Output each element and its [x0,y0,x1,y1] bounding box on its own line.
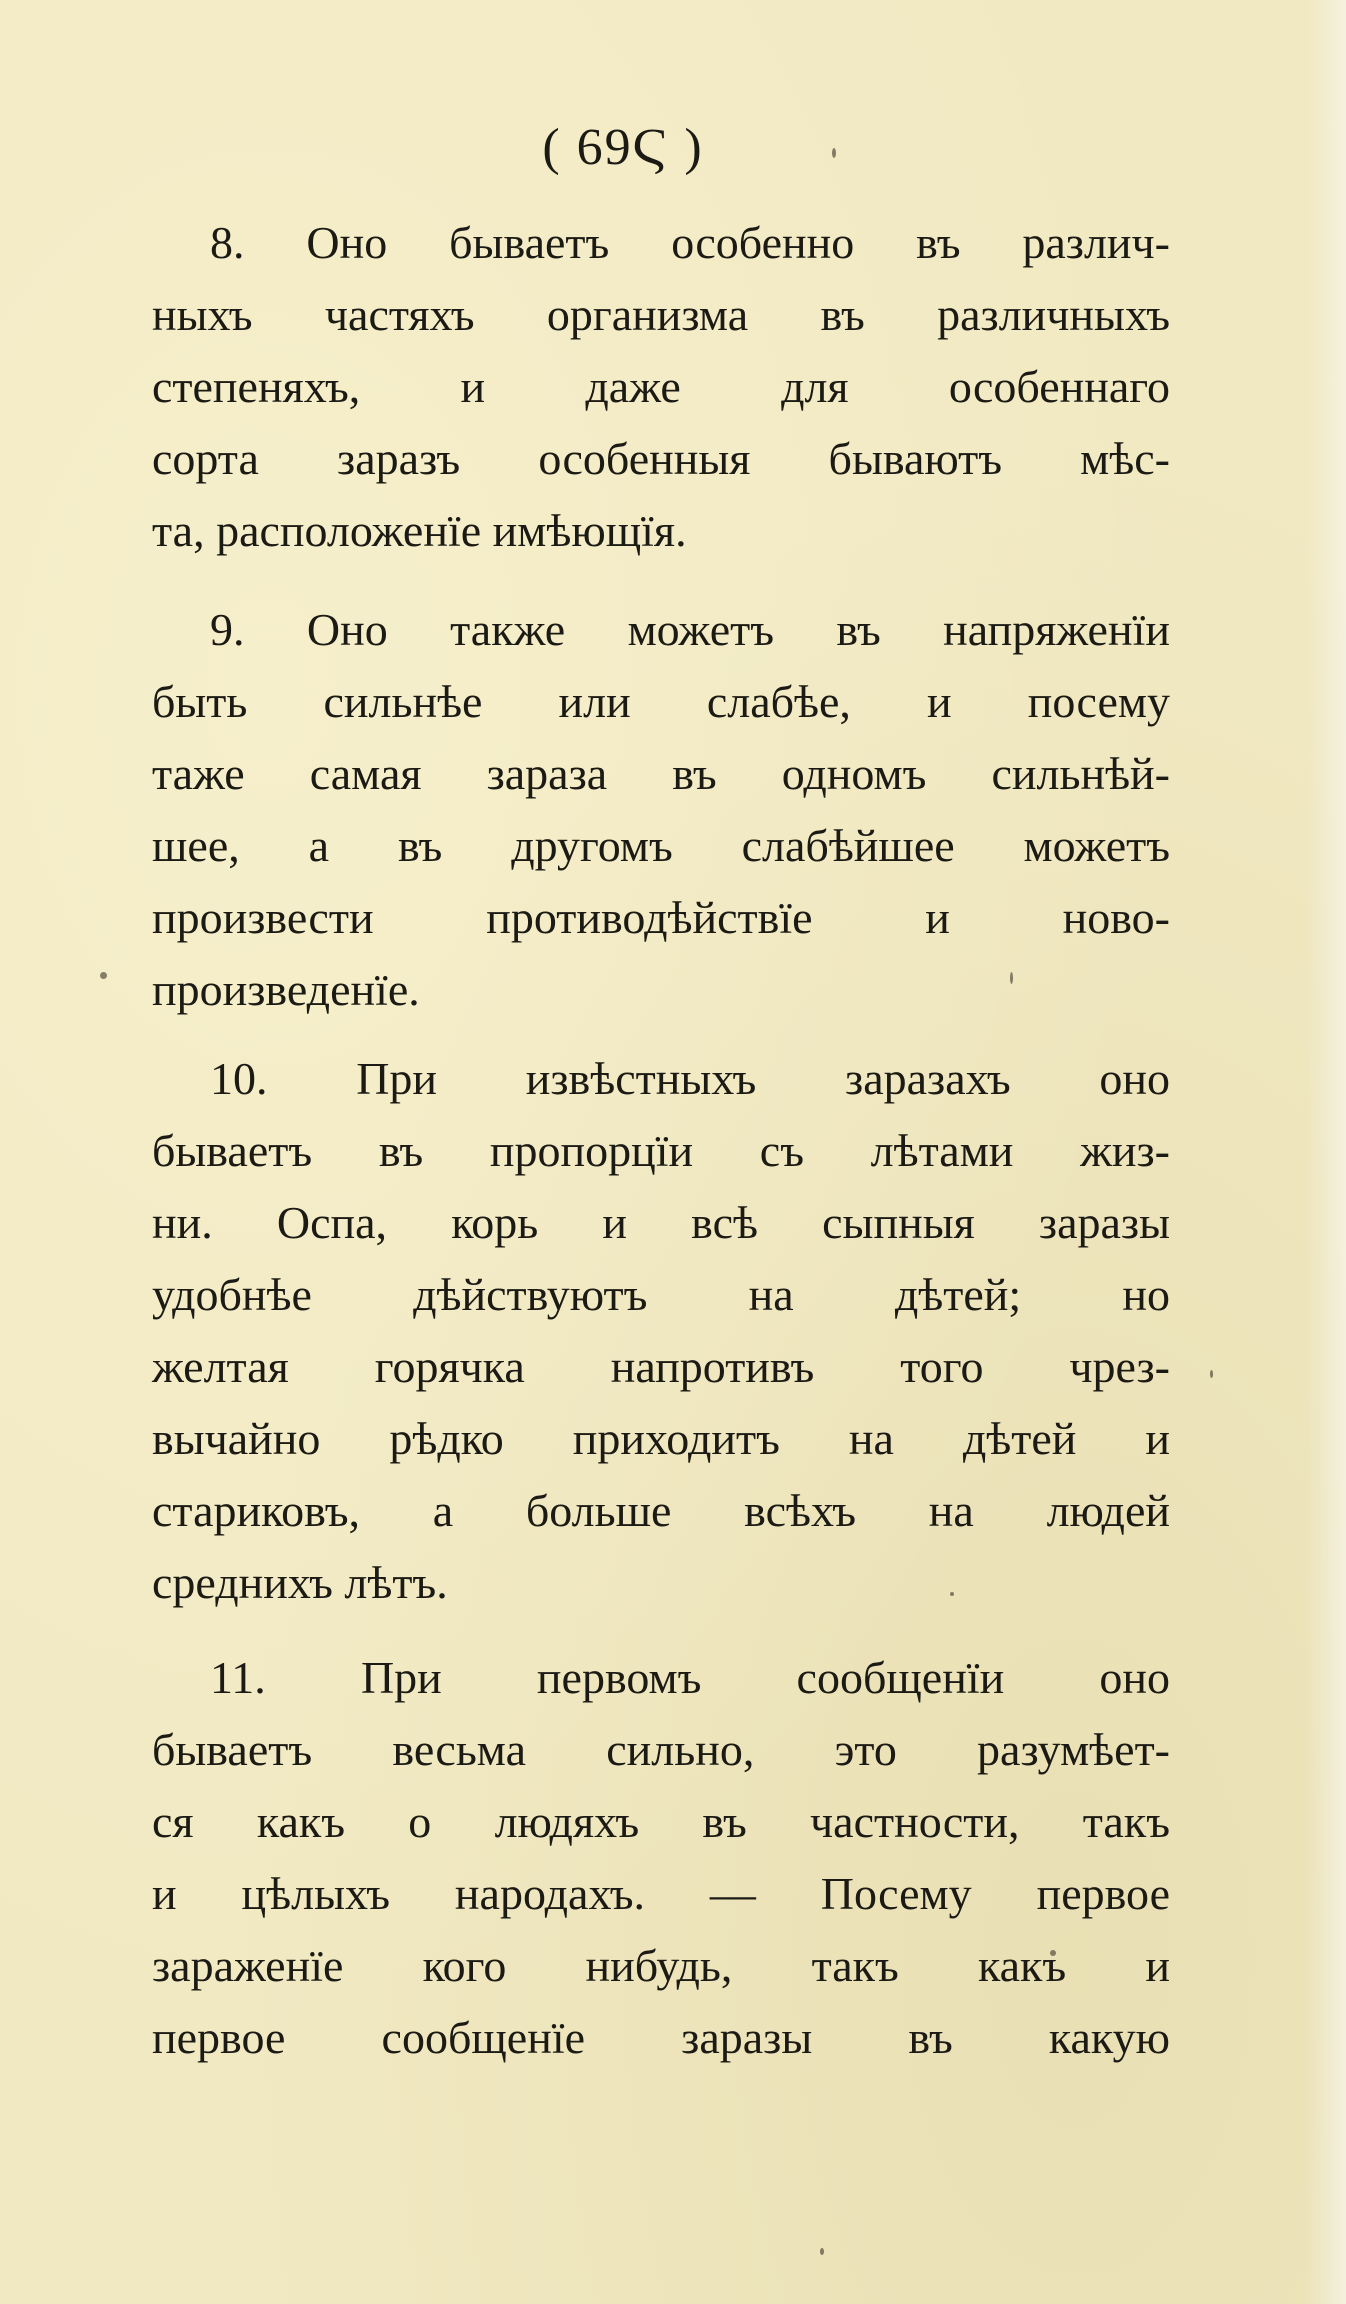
text-line: ся какъ о людяхъ въ частности, такъ [152,1796,1170,1847]
text-line: желтая горячка напротивъ того чрез- [152,1341,1170,1392]
page-edge [1306,0,1346,2304]
text-line: бываетъ въ пропорцïи съ лѣтами жиз- [152,1125,1170,1176]
text-line: 9. Оно также можетъ въ напряженïи [210,604,1170,655]
text-line: зараженïе кого нибудь, такъ какъ и [152,1940,1170,1991]
text-line: 8. Оно бываетъ особенно въ различ- [210,217,1170,268]
paragraph-8 [152,207,1170,567]
text-line: та, расположенïе имѣющïя. [152,505,687,556]
page-number: ( 69Ϛ ) [542,119,704,176]
text-line: степеняхъ, и даже для особеннаго [152,361,1170,412]
text-line: среднихъ лѣтъ. [152,1557,448,1608]
text-line: ныхъ частяхъ организма въ различныхъ [152,289,1170,340]
ink-speck [1210,1370,1213,1378]
text-line: шее, а въ другомъ слабѣйшее можетъ [152,820,1170,871]
text-line: 10. При извѣстныхъ заразахъ оно [210,1053,1170,1104]
text-line: бываетъ весьма сильно, это разумѣет- [152,1724,1170,1775]
text-line: произведенïе. [152,964,420,1015]
text-line: стариковъ, а больше всѣхъ на людей [152,1485,1170,1536]
text-line: первое сообщенïе заразы въ какую [152,2012,1170,2063]
text-line: и цѣлыхъ народахъ. — Посему первое [152,1868,1170,1919]
ink-speck [100,972,107,979]
text-line: таже самая зараза въ одномъ сильнѣй- [152,748,1170,799]
text-line: 11. При первомъ сообщенïи оно [210,1652,1170,1703]
text-line: произвести противодѣйствïе и ново- [152,892,1170,943]
text-line: вычайно рѣдко приходитъ на дѣтей и [152,1413,1170,1464]
paragraph-9 [152,594,1170,1026]
paragraph-10 [152,1043,1170,1619]
text-line: сорта заразъ особенныя бываютъ мѣс- [152,433,1170,484]
text-line: удобнѣе дѣйствуютъ на дѣтей; но [152,1269,1170,1320]
text-line: быть сильнѣе или слабѣе, и посему [152,676,1170,727]
ink-speck [820,2248,824,2255]
text-line: ни. Оспа, корь и всѣ сыпныя заразы [152,1197,1170,1248]
paragraph-11 [152,1642,1170,2074]
